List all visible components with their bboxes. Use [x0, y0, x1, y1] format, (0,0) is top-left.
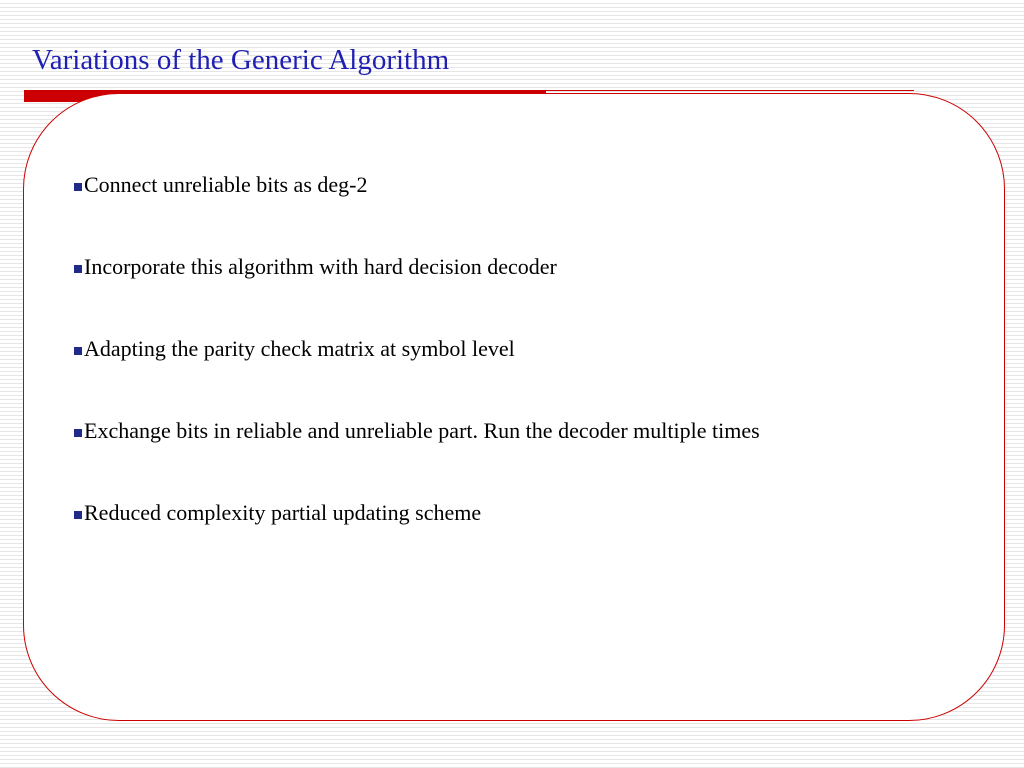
square-bullet-icon: [74, 265, 82, 273]
bullet-text: Reduced complexity partial updating scheme: [84, 500, 482, 525]
slide-title: Variations of the Generic Algorithm: [32, 44, 450, 76]
bullet-item: [74, 336, 760, 418]
square-bullet-icon: [74, 183, 82, 191]
bullet-text: Incorporate this algorithm with hard decision decoder: [84, 254, 557, 279]
bullet-item: [74, 254, 760, 336]
bullet-text: Exchange bits in reliable and unreliable part. Run the decoder multiple times: [84, 418, 760, 443]
title-underline-line: [546, 90, 914, 91]
square-bullet-icon: [74, 511, 82, 519]
bullet-item: [74, 500, 760, 582]
square-bullet-icon: [74, 347, 82, 355]
bullet-item: [74, 172, 760, 254]
bullet-list: [74, 172, 760, 582]
bullet-text: Adapting the parity check matrix at symbol level: [84, 336, 515, 361]
bullet-text: Connect unreliable bits as deg-2: [84, 172, 368, 197]
square-bullet-icon: [74, 429, 82, 437]
bullet-item: [74, 418, 760, 500]
